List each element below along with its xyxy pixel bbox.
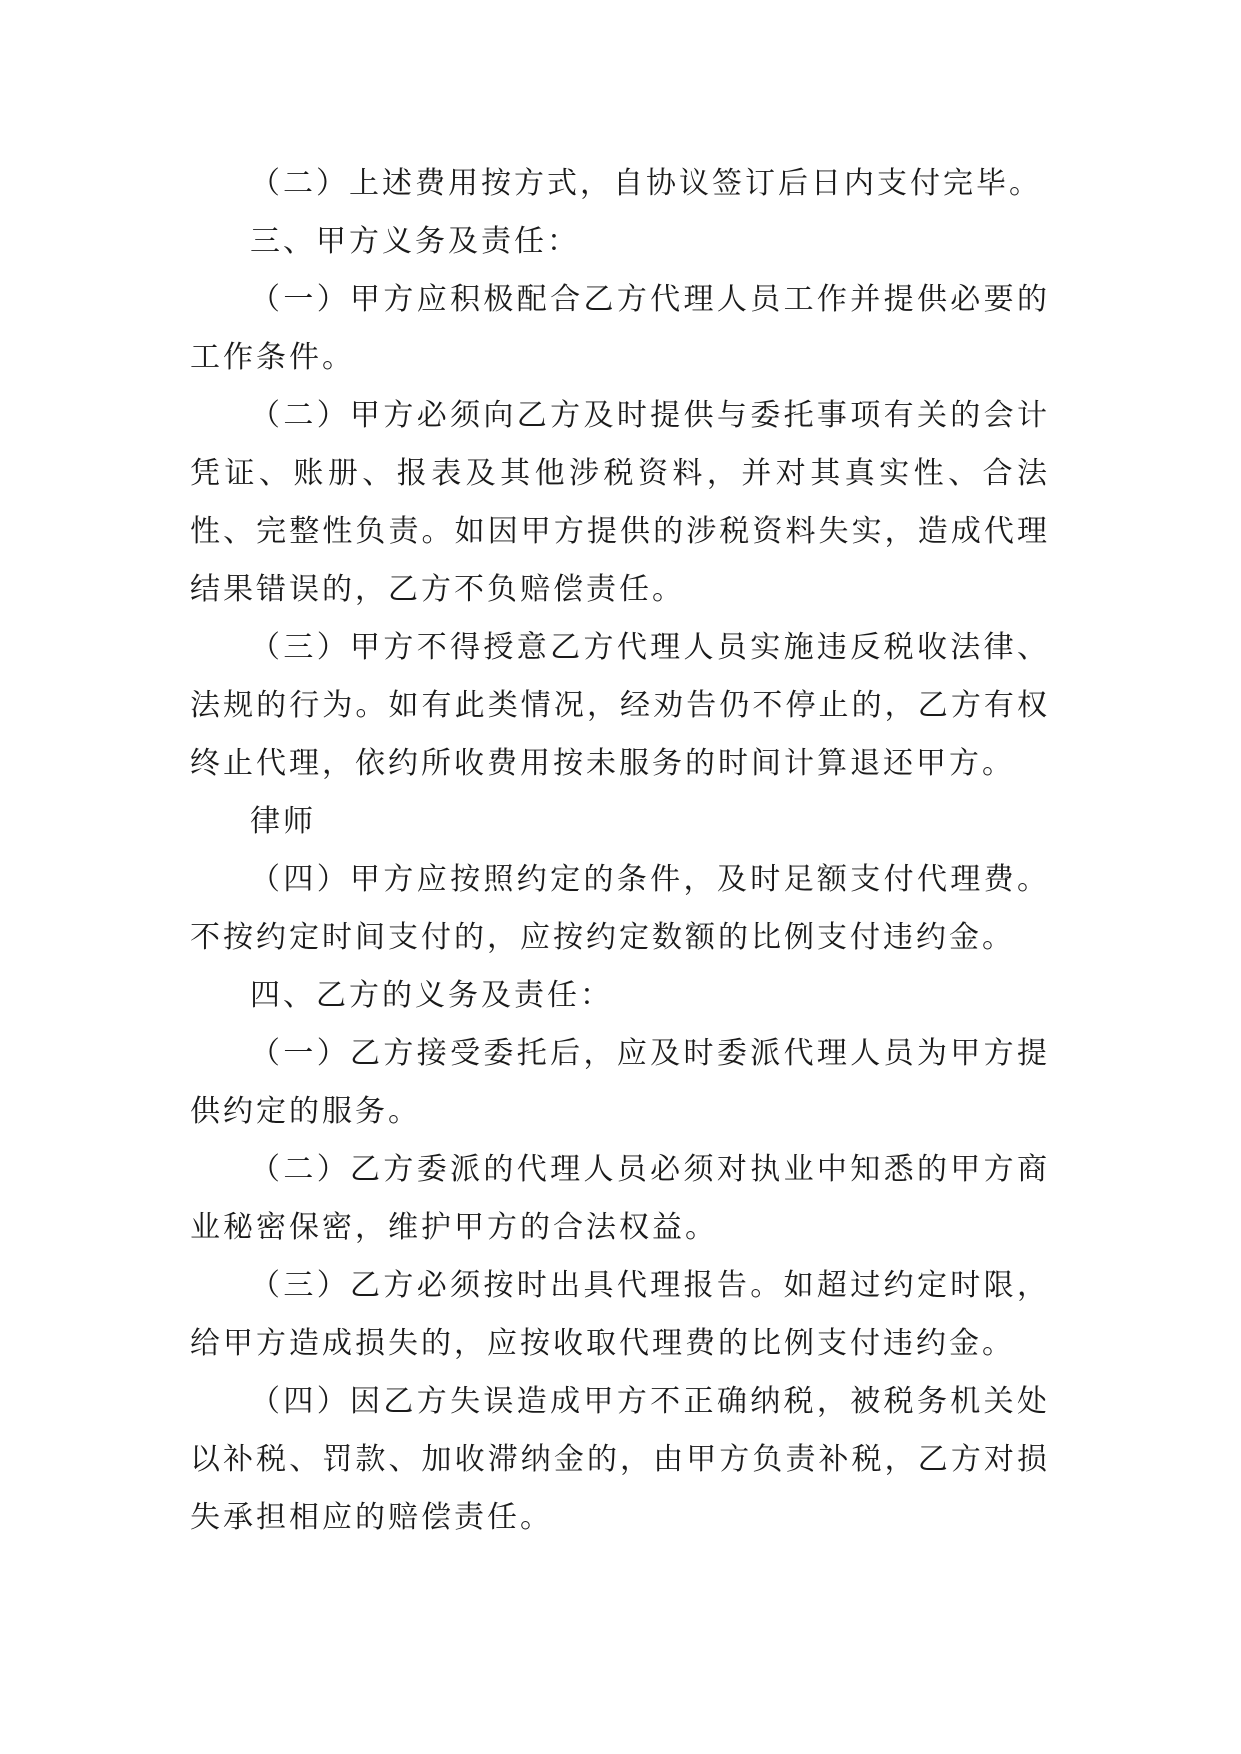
paragraph-party-a-duty-4: （四）甲方应按照约定的条件，及时足额支付代理费。不按约定时间支付的，应按约定数额的比例支付违约金。 (190, 862, 1050, 955)
section-heading-party-b-duties: 四、乙方的义务及责任： (250, 978, 613, 1013)
paragraph-party-b-duty-2: （二）乙方委派的代理人员必须对执业中知悉的甲方商业秘密保密，维护甲方的合法权益。 (190, 1152, 1050, 1245)
document-body (190, 155, 1050, 1547)
paragraph-party-a-duty-3: （三）甲方不得授意乙方代理人员实施违反税收法律、法规的行为。如有此类情况，经劝告仍不停止的，乙方有权终止代理，依约所收费用按未服务的时间计算退还甲方。 (190, 630, 1050, 781)
paragraph-party-b-duty-1: （一）乙方接受委托后，应及时委派代理人员为甲方提供约定的服务。 (190, 1036, 1050, 1129)
paragraph-party-b-duty-3: （三）乙方必须按时出具代理报告。如超过约定时限，给甲方造成损失的，应按收取代理费的比例支付违约金。 (190, 1268, 1050, 1361)
paragraph-party-a-duty-1: （一）甲方应积极配合乙方代理人员工作并提供必要的工作条件。 (190, 282, 1050, 375)
section-heading-party-a-duties: 三、甲方义务及责任： (250, 224, 580, 259)
paragraph-fee-payment: （二）上述费用按方式，自协议签订后日内支付完毕。 (250, 166, 1042, 201)
paragraph-party-b-duty-4: （四）因乙方失误造成甲方不正确纳税，被税务机关处以补税、罚款、加收滞纳金的，由甲方负责补税，乙方对损失承担相应的赔偿责任。 (190, 1384, 1050, 1535)
paragraph-lawyer-note: 律师 (250, 804, 316, 839)
paragraph-party-a-duty-2: （二）甲方必须向乙方及时提供与委托事项有关的会计凭证、账册、报表及其他涉税资料，并对其真实性、合法性、完整性负责。如因甲方提供的涉税资料失实，造成代理结果错误的，乙方不负赔偿责任。 (190, 398, 1050, 607)
